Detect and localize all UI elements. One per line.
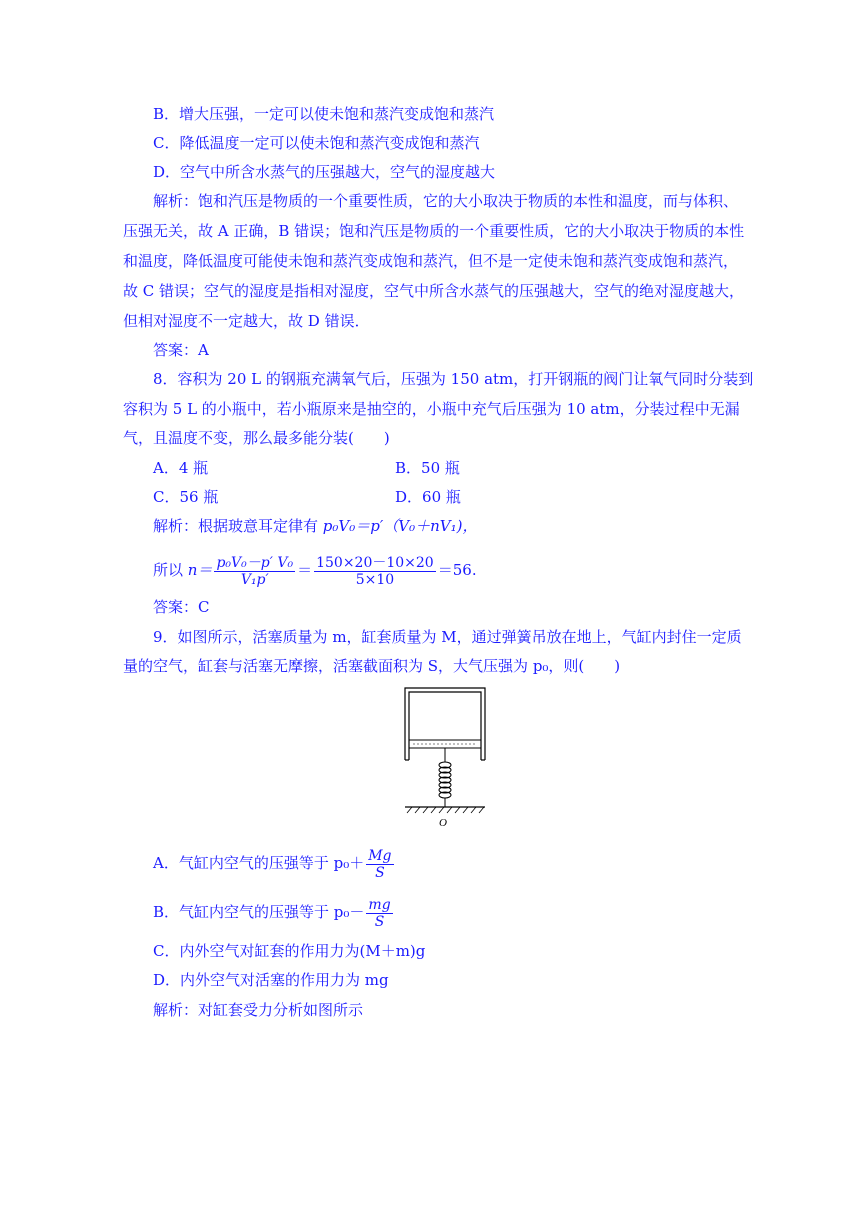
fraction-symbolic: [214, 555, 295, 588]
q9-solution: 解析：对缸套受力分析如图所示: [153, 1001, 364, 1019]
fraction-denominator: S: [374, 913, 385, 930]
q9-stem-line-1: 9．如图所示，活塞质量为 m，缸套质量为 M，通过弹簧吊放在地上，气缸内封住一定质: [153, 628, 742, 646]
fraction-numerator: mg: [368, 896, 391, 913]
q7-option-d: D．空气中所含水蒸气的压强越大，空气的湿度越大: [153, 163, 496, 181]
n-equals: n＝: [187, 561, 213, 579]
q8-answer: 答案：C: [153, 598, 210, 616]
fraction-numeric-numerator: 150×20－10×20: [316, 554, 434, 571]
q9-option-b: [153, 895, 395, 930]
q8-so-prefix: 所以: [153, 561, 188, 579]
q9-stem-line-2: 量的空气，缸套与活塞无摩擦，活塞截面积为 S，大气压强为 p₀，则( ): [123, 657, 621, 675]
boyle-equation: p₀V₀＝p′（V₀＋nV₁)，: [322, 517, 478, 535]
fraction-small-mg-over-s: [366, 897, 392, 930]
q9-option-d: D．内外空气对活塞的作用力为 mg: [153, 971, 389, 989]
fraction-numeric: [314, 555, 436, 588]
q8-option-c: C．56 瓶: [153, 488, 219, 506]
point-o-label: O: [439, 817, 447, 829]
q8-stem-line-1: 8．容积为 20 L 的钢瓶充满氧气后，压强为 150 atm，打开钢瓶的阀门让氧气同时分装到: [153, 370, 754, 388]
q8-solution-line-2: [153, 552, 477, 588]
q7-option-b: B．增大压强，一定可以使未饱和蒸汽变成饱和蒸汽: [153, 105, 495, 123]
q9-option-a: [153, 846, 396, 881]
q9-option-c: C．内外空气对缸套的作用力为(M＋m)g: [153, 942, 426, 960]
ground-hatching: [407, 807, 484, 813]
q9-option-b-text: B．气缸内空气的压强等于 p₀－: [153, 903, 365, 921]
q7-solution-line-1: 解析：饱和汽压是物质的一个重要性质，它的大小取决于物质的本性和温度，而与体积、: [153, 192, 739, 210]
q9-option-a-text: A．气缸内空气的压强等于 p₀＋: [153, 854, 365, 872]
fraction-symbolic-denominator: V₁p′: [240, 571, 269, 588]
fraction-denominator: S: [375, 864, 385, 881]
result-value: ＝56.: [437, 561, 477, 579]
spring: [439, 762, 451, 798]
q8-option-d: D．60 瓶: [395, 488, 461, 506]
fraction-numeric-denominator: 5×10: [355, 571, 395, 588]
fraction-numerator: Mg: [368, 847, 392, 864]
fraction-symbolic-numerator: p₀V₀－p′ V₀: [216, 554, 294, 571]
q7-answer: 答案：A: [153, 341, 209, 359]
q8-option-b: B．50 瓶: [395, 459, 460, 477]
q7-solution-line-3: 和温度，降低温度可能使未饱和蒸汽变成饱和蒸汽，但不是一定使未饱和蒸汽变成饱和蒸汽，: [123, 252, 739, 270]
q7-option-c: C．降低温度一定可以使未饱和蒸汽变成饱和蒸汽: [153, 134, 480, 152]
q8-solution-prefix: 解析：根据玻意耳定律有: [153, 517, 323, 535]
fraction-mg-over-s: [366, 848, 393, 881]
q7-solution-line-4: 故 C 错误；空气的湿度是指相对湿度，空气中所含水蒸气的压强越大，空气的绝对湿度越大，: [123, 282, 745, 300]
q8-option-a: A．4 瓶: [153, 459, 209, 477]
q8-stem-line-2: 容积为 5 L 的小瓶中，若小瓶原来是抽空的，小瓶中充气后压强为 10 atm，分装过程中无漏: [123, 400, 740, 418]
q7-solution-line-5: 但相对湿度不一定越大，故 D 错误．: [123, 312, 370, 330]
q8-stem-line-3: 气，且温度不变，那么最多能分装( ): [123, 429, 390, 447]
q8-solution-line-1: [153, 516, 477, 536]
cylinder-spring-figure: [395, 680, 495, 830]
equals-sign: ＝: [297, 561, 313, 579]
q7-solution-line-2: 压强无关，故 A 正确，B 错误；饱和汽压是物质的一个重要性质，它的大小取决于物质的本性: [123, 222, 745, 240]
